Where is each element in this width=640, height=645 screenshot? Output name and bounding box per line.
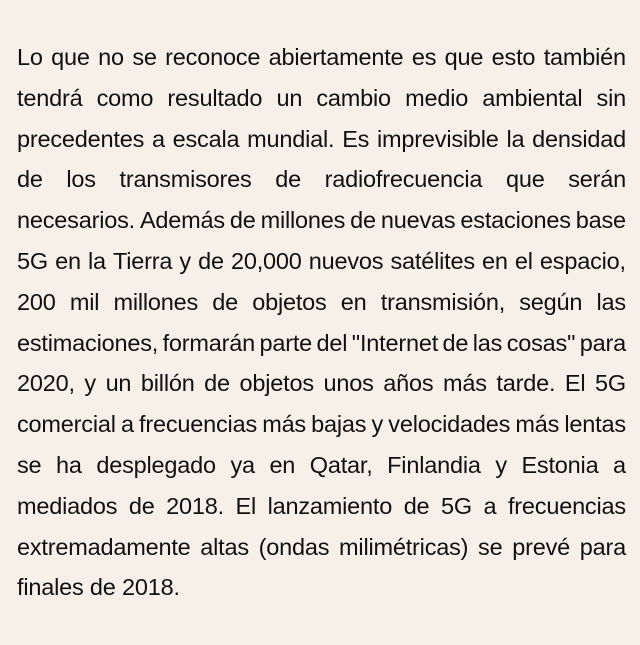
word: cambio — [316, 84, 391, 111]
word: ambiental — [482, 84, 583, 111]
word: que — [444, 44, 484, 70]
word: de — [442, 329, 469, 356]
word: Finlandia — [387, 451, 481, 478]
word: nuevos — [308, 247, 384, 274]
word: de — [198, 247, 224, 274]
body-paragraph — [17, 37, 626, 608]
word: nuevas — [380, 207, 456, 234]
word: la — [87, 247, 106, 274]
paragraph-line — [17, 200, 626, 241]
document-page — [17, 37, 626, 608]
word: que — [51, 44, 90, 70]
word: para — [579, 329, 626, 356]
word: resultado — [167, 84, 263, 111]
word: El — [564, 370, 586, 397]
word: millones — [260, 207, 346, 234]
paragraph-line — [17, 567, 626, 608]
word: Estonia — [521, 451, 599, 478]
word: tarde. — [496, 370, 556, 397]
word: de — [204, 370, 230, 397]
paragraph-line — [17, 282, 626, 323]
word: ya — [230, 451, 255, 478]
word: transmisión, — [380, 288, 506, 315]
word: esto — [491, 44, 536, 70]
paragraph-line — [17, 119, 626, 160]
word: de — [275, 166, 301, 193]
word: un — [276, 84, 303, 111]
word: finales — [17, 574, 84, 601]
word: y — [371, 411, 384, 438]
paragraph-line — [17, 323, 626, 364]
word: se — [17, 451, 42, 478]
word: del — [316, 329, 348, 356]
word: cosas" — [506, 329, 576, 356]
word: de — [17, 166, 43, 193]
word: comercial — [17, 411, 116, 438]
word: imprevisible — [377, 125, 499, 152]
paragraph-line — [17, 527, 626, 568]
word: se — [132, 44, 157, 70]
word: extremadamente — [17, 533, 191, 560]
word: base — [575, 207, 626, 234]
word: objetos — [252, 288, 327, 315]
word: millones — [113, 288, 199, 315]
word: años — [383, 370, 434, 397]
word: estaciones — [460, 207, 571, 234]
word: los — [66, 166, 96, 193]
word: bajas — [311, 411, 367, 438]
paragraph-line — [17, 78, 626, 119]
paragraph-line — [17, 363, 626, 404]
word: medio — [405, 84, 469, 111]
word: tendrá — [17, 84, 83, 111]
word: lanzamiento — [267, 492, 393, 519]
word: frecuencias — [139, 411, 257, 438]
word: de — [212, 288, 238, 315]
word: un — [105, 370, 132, 397]
word: a — [613, 451, 626, 478]
word: que — [505, 166, 545, 193]
word: 5G — [595, 370, 626, 397]
word: para — [579, 533, 626, 560]
word: prevé — [512, 533, 570, 560]
word: necesarios. — [17, 207, 135, 234]
word: de — [229, 207, 256, 234]
word: y — [179, 247, 191, 274]
word: billón — [140, 370, 195, 397]
word: 200 — [17, 288, 56, 315]
word: 2020, — [17, 370, 75, 397]
word: 2018. — [166, 492, 224, 519]
word: formarán — [162, 329, 255, 356]
word: en — [55, 247, 81, 274]
word: más — [515, 411, 560, 438]
word: mundial. — [247, 125, 335, 152]
word: serán — [568, 166, 626, 193]
word: (ondas — [258, 533, 330, 560]
paragraph-line — [17, 404, 626, 445]
word: espacio, — [539, 247, 626, 274]
word: como — [96, 84, 154, 111]
word: las — [596, 288, 626, 315]
word: lentas — [564, 411, 626, 438]
word: no — [98, 44, 124, 70]
word: 5G — [17, 247, 48, 274]
word: milimétricas) — [339, 533, 469, 560]
word: precedentes — [17, 125, 145, 152]
word: "Internet — [351, 329, 439, 356]
word: radiofrecuencia — [324, 166, 483, 193]
paragraph-line — [17, 486, 626, 527]
word: ha — [56, 451, 82, 478]
word: la — [506, 125, 525, 152]
word: Tierra — [112, 247, 173, 274]
word: en — [482, 247, 508, 274]
word: Qatar, — [309, 451, 373, 478]
word: mil — [69, 288, 100, 315]
word: mediados — [17, 492, 118, 519]
paragraph-line — [17, 159, 626, 200]
word: a — [151, 125, 165, 152]
word: a — [120, 411, 134, 438]
word: estimaciones, — [17, 329, 159, 356]
word: altas — [200, 533, 249, 560]
word: el — [514, 247, 533, 274]
word: frecuencias — [507, 492, 626, 519]
word: se — [478, 533, 503, 560]
word: más — [443, 370, 487, 397]
word: y — [495, 451, 507, 478]
word: Es — [342, 125, 370, 152]
word: las — [472, 329, 503, 356]
word: sin — [596, 84, 626, 111]
word: de — [350, 207, 376, 234]
word: en — [340, 288, 367, 315]
word: escala — [172, 125, 240, 152]
word: satélites — [390, 247, 475, 274]
word: 2018. — [121, 574, 180, 601]
word: unos — [323, 370, 374, 397]
paragraph-line — [17, 241, 626, 282]
word: de — [403, 492, 430, 519]
word: es — [411, 44, 437, 70]
word: según — [519, 288, 583, 315]
word: de — [128, 492, 155, 519]
word: densidad — [532, 125, 626, 152]
paragraph-line — [17, 445, 626, 486]
word: Lo — [17, 44, 43, 70]
word: a — [483, 492, 497, 519]
word: parte — [259, 329, 313, 356]
word: El — [235, 492, 257, 519]
word: abiertamente — [268, 44, 404, 70]
word: en — [269, 451, 296, 478]
paragraph-line — [17, 37, 626, 78]
word: y — [84, 370, 96, 397]
word: transmisores — [119, 166, 252, 193]
word: objetos — [239, 370, 314, 397]
word: reconoce — [165, 44, 261, 70]
word: 5G — [441, 492, 472, 519]
word: desplegado — [96, 451, 216, 478]
word: 20,000 — [230, 247, 302, 274]
word: velocidades — [388, 411, 511, 438]
word: más — [262, 411, 306, 438]
word: de — [89, 574, 116, 601]
word: también — [543, 44, 626, 70]
word: Además — [139, 207, 225, 234]
